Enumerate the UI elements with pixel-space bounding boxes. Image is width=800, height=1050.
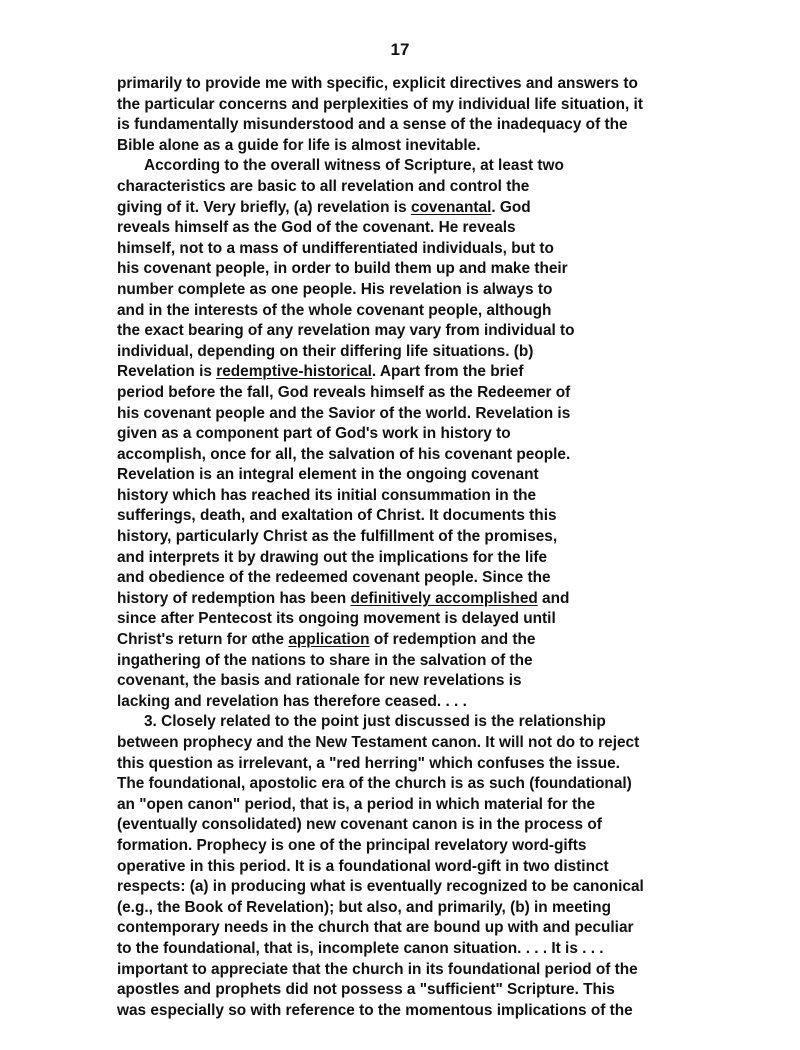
text-line: the exact bearing of any revelation may vary from individual to <box>117 322 575 340</box>
text-line: and interprets it by drawing out the implications for the life <box>117 548 548 566</box>
text-line: important to appreciate that the church in its foundational period of the <box>117 960 638 978</box>
text-line: given as a component part of God's work in history to <box>117 425 511 443</box>
text-line: is fundamentally misunderstood and a sense of the inadequacy of the <box>117 116 628 134</box>
text-line: ingathering of the nations to share in the salvation of the <box>117 651 533 669</box>
text-line: since after Pentecost its ongoing movement is delayed until <box>117 610 556 628</box>
page-number: 17 <box>390 40 410 59</box>
text-line: Christ's return for αthe application of redemption and the <box>117 631 536 649</box>
text-line: history which has reached its initial consummation in the <box>117 486 537 504</box>
text-line: himself, not to a mass of undifferentiated individuals, but to <box>117 239 554 257</box>
underlined-term: covenantal <box>410 198 492 216</box>
body-text <box>117 74 697 1021</box>
text-line: history, particularly Christ as the fulfillment of the promises, <box>117 528 558 546</box>
text-line: Revelation is an integral element in the ongoing covenant <box>117 466 539 484</box>
underlined-term: application <box>288 631 370 649</box>
text-line: characteristics are basic to all revelation and control the <box>117 177 530 195</box>
text-line: history of redemption has been definitively accomplished and <box>117 589 570 607</box>
text-line: reveals himself as the God of the covenant. He reveals <box>117 219 516 237</box>
text-line: individual, depending on their differing life situations. (b) <box>117 342 534 360</box>
underlined-term: redemptive-historical <box>216 363 372 381</box>
text-line: an "open canon" period, that is, a period in which material for the <box>117 795 596 813</box>
text-line: contemporary needs in the church that are bound up with and peculiar <box>117 919 634 937</box>
text-line: and in the interests of the whole covenant people, although <box>117 301 552 319</box>
text-line: (eventually consolidated) new covenant canon is in the process of <box>117 816 602 834</box>
text-line: The foundational, apostolic era of the church is as such (foundational) <box>117 775 632 793</box>
text-line: lacking and revelation has therefore ceased. . . . <box>117 692 467 710</box>
text-line: between prophecy and the New Testament canon. It will not do to reject <box>117 734 640 751</box>
text-line: primarily to provide me with specific, explicit directives and answers to <box>117 75 638 92</box>
text-line: formation. Prophecy is one of the principal revelatory word-gifts <box>117 836 587 854</box>
paragraph-start-line: 3. Closely related to the point just discussed is the relationship <box>144 713 606 731</box>
text-line: this question as irrelevant, a "red herring" which confuses the issue. <box>117 754 620 772</box>
text-line: covenant, the basis and rationale for new revelations is <box>117 672 522 690</box>
underlined-term: definitively accomplished <box>350 589 538 607</box>
text-line: his covenant people and the Savior of the world. Revelation is <box>117 404 571 422</box>
text-line: respects: (a) in producing what is eventually recognized to be canonical <box>117 878 644 896</box>
text-line: the particular concerns and perplexities of my individual life situation, it <box>117 95 643 113</box>
text-line: giving of it. Very briefly, (a) revelation is covenantal. God <box>117 198 531 216</box>
paragraph-start-line: According to the overall witness of Scripture, at least two <box>144 157 564 175</box>
text-line: sufferings, death, and exaltation of Christ. It documents this <box>117 507 557 525</box>
text-line: period before the fall, God reveals himself as the Redeemer of <box>117 383 571 401</box>
text-line: operative in this period. It is a foundational word-gift in two distinct <box>117 857 609 875</box>
text-line: his covenant people, in order to build them up and make their <box>117 260 568 278</box>
text-line: and obedience of the redeemed covenant people. Since the <box>117 569 551 587</box>
text-line: Revelation is redemptive-historical. Apart from the brief <box>117 363 524 381</box>
text-line: Bible alone as a guide for life is almost inevitable. <box>117 136 481 154</box>
text-line: number complete as one people. His revelation is always to <box>117 280 553 298</box>
text-line: accomplish, once for all, the salvation of his covenant people. <box>117 445 571 463</box>
text-line: (e.g., the Book of Revelation); but also, and primarily, (b) in meeting <box>117 898 611 916</box>
text-line: apostles and prophets did not possess a "sufficient" Scripture. This <box>117 981 615 999</box>
text-line: to the foundational, that is, incomplete canon situation. . . . It is . . . <box>117 939 604 957</box>
text-line: was especially so with reference to the momentous implications of the <box>117 1001 633 1019</box>
